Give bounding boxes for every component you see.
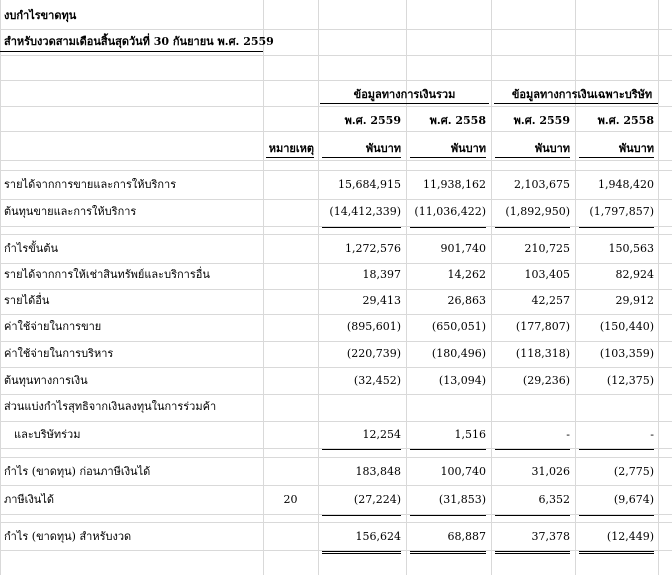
grid-col-line xyxy=(263,0,264,575)
grid-row-line xyxy=(0,199,672,200)
row-value: 183,848 xyxy=(355,465,401,478)
row-value: (220,739) xyxy=(346,347,401,360)
col-note-header: หมายเหตุ xyxy=(268,142,314,155)
group-header-underline xyxy=(320,103,489,104)
row-value: (27,224) xyxy=(353,493,401,506)
total-rule xyxy=(322,551,401,552)
row-value: (2,775) xyxy=(613,465,654,478)
grid-row-line xyxy=(0,289,672,290)
row-label: ภาษีเงินได้ xyxy=(4,493,55,506)
row-value: (32,452) xyxy=(353,374,401,387)
col-unit-2: พันบาท xyxy=(450,142,486,155)
grid-col-line xyxy=(658,0,659,575)
row-value: 156,624 xyxy=(355,530,401,543)
row-value: 31,026 xyxy=(531,465,570,478)
row-label: กำไร (ขาดทุน) ก่อนภาษีเงินได้ xyxy=(4,465,151,478)
row-value: (13,094) xyxy=(438,374,486,387)
subtotal-rule xyxy=(495,449,570,450)
grid-row-line xyxy=(0,55,672,56)
subtotal-rule xyxy=(410,227,486,228)
row-value: (9,674) xyxy=(613,493,654,506)
row-value: 1,948,420 xyxy=(598,178,654,191)
row-value: 18,397 xyxy=(362,268,401,281)
grid-row-line xyxy=(0,421,672,422)
row-value: 68,887 xyxy=(447,530,486,543)
total-rule xyxy=(410,553,486,554)
grid-row-line xyxy=(0,367,672,368)
statement-period: สำหรับงวดสามเดือนสิ้นสุดวันที่ 30 กันยายน พ.ศ. 2559 xyxy=(4,35,274,48)
total-rule xyxy=(322,553,401,554)
row-label: กำไรขั้นต้น xyxy=(4,242,58,255)
col-note-underline xyxy=(266,157,314,158)
row-value: 6,352 xyxy=(538,493,570,506)
row-label: ค่าใช้จ่ายในการขาย xyxy=(4,320,102,333)
row-label: กำไร (ขาดทุน) สำหรับงวด xyxy=(4,530,132,543)
grid-row-line xyxy=(0,457,672,458)
row-value: 1,516 xyxy=(454,428,486,441)
row-value: 100,740 xyxy=(440,465,486,478)
grid-row-line xyxy=(0,80,672,81)
row-value: 37,378 xyxy=(531,530,570,543)
subtotal-rule xyxy=(410,515,486,516)
row-value: - xyxy=(566,428,570,441)
total-rule xyxy=(410,551,486,552)
row-value: (12,449) xyxy=(606,530,654,543)
row-value: (895,601) xyxy=(346,320,401,333)
col-unit-3: พันบาท xyxy=(534,142,570,155)
row-label: และบริษัทร่วม xyxy=(14,428,81,441)
col-year-4: พ.ศ. 2558 xyxy=(597,114,654,127)
grid-row-line xyxy=(0,131,672,132)
row-value: (1,797,857) xyxy=(589,205,654,218)
col-unit-underline xyxy=(579,157,654,158)
subtotal-rule xyxy=(579,227,654,228)
row-value: 11,938,162 xyxy=(423,178,486,191)
grid-row-line xyxy=(0,234,672,235)
row-label: รายได้จากการขายและการให้บริการ xyxy=(4,178,177,191)
col-year-3: พ.ศ. 2559 xyxy=(513,114,570,127)
col-unit-4: พันบาท xyxy=(618,142,654,155)
row-label: ส่วนแบ่งกำไรสุทธิจากเงินลงทุนในการร่วมค้า xyxy=(4,400,217,413)
grid-row-line xyxy=(0,485,672,486)
row-value: - xyxy=(650,428,654,441)
grid-col-line xyxy=(318,0,319,575)
grid-row-line xyxy=(0,522,672,523)
col-unit-underline xyxy=(410,157,486,158)
statement-title: งบกำไรขาดทุน xyxy=(4,9,77,22)
total-rule xyxy=(495,551,570,552)
row-label: รายได้จากการให้เช่าสินทรัพย์และบริการอื่น xyxy=(4,268,210,281)
row-label: ต้นทุนขายและการให้บริการ xyxy=(4,205,137,218)
row-value: 42,257 xyxy=(531,294,570,307)
header-underline xyxy=(0,51,263,52)
grid-col-line xyxy=(491,0,492,575)
row-value: (29,236) xyxy=(522,374,570,387)
subtotal-rule xyxy=(495,227,570,228)
group-header-underline xyxy=(494,103,658,104)
row-value: (150,440) xyxy=(599,320,654,333)
grid-col-line xyxy=(0,0,1,575)
row-value: 29,413 xyxy=(362,294,401,307)
grid-row-line xyxy=(0,314,672,315)
row-value: (180,496) xyxy=(431,347,486,360)
group-header-consolidated: ข้อมูลทางการเงินรวม xyxy=(353,88,456,101)
row-label: ต้นทุนทางการเงิน xyxy=(4,374,88,387)
row-value: 103,405 xyxy=(524,268,570,281)
subtotal-rule xyxy=(322,515,401,516)
row-value: (650,051) xyxy=(431,320,486,333)
group-header-company: ข้อมูลทางการเงินเฉพาะบริษัท xyxy=(511,88,653,101)
total-rule xyxy=(579,553,654,554)
col-year-1: พ.ศ. 2559 xyxy=(344,114,401,127)
subtotal-rule xyxy=(410,449,486,450)
row-value: (118,318) xyxy=(515,347,570,360)
row-value: 82,924 xyxy=(615,268,654,281)
row-value: 901,740 xyxy=(440,242,486,255)
row-value: (14,412,339) xyxy=(329,205,401,218)
grid-col-line xyxy=(406,0,407,575)
subtotal-rule xyxy=(322,449,401,450)
subtotal-rule xyxy=(322,227,401,228)
row-value: 150,563 xyxy=(608,242,654,255)
row-value: 12,254 xyxy=(362,428,401,441)
grid-col-line xyxy=(575,0,576,575)
col-year-2: พ.ศ. 2558 xyxy=(429,114,486,127)
row-value: 1,272,576 xyxy=(345,242,401,255)
row-value: (12,375) xyxy=(606,374,654,387)
row-label: ค่าใช้จ่ายในการบริหาร xyxy=(4,347,114,360)
row-value: 2,103,675 xyxy=(514,178,570,191)
subtotal-rule xyxy=(495,515,570,516)
grid-row-line xyxy=(0,341,672,342)
grid-row-line xyxy=(0,170,672,171)
row-value: (31,853) xyxy=(438,493,486,506)
grid-row-line xyxy=(0,160,672,161)
row-value: (103,359) xyxy=(599,347,654,360)
row-value: 29,912 xyxy=(615,294,654,307)
subtotal-rule xyxy=(579,449,654,450)
total-rule xyxy=(495,553,570,554)
row-value: (177,807) xyxy=(515,320,570,333)
row-value: (1,892,950) xyxy=(505,205,570,218)
col-unit-1: พันบาท xyxy=(365,142,401,155)
row-value: (11,036,422) xyxy=(414,205,486,218)
row-value: 15,684,915 xyxy=(338,178,401,191)
row-value: 26,863 xyxy=(447,294,486,307)
total-rule xyxy=(579,551,654,552)
grid-row-line xyxy=(0,263,672,264)
col-unit-underline xyxy=(322,157,401,158)
col-unit-underline xyxy=(495,157,570,158)
grid-row-line xyxy=(0,29,672,30)
grid-row-line xyxy=(0,394,672,395)
subtotal-rule xyxy=(579,515,654,516)
row-label: รายได้อื่น xyxy=(4,294,50,307)
row-note: 20 xyxy=(283,493,298,506)
row-value: 14,262 xyxy=(447,268,486,281)
grid-row-line xyxy=(0,106,672,107)
row-value: 210,725 xyxy=(524,242,570,255)
